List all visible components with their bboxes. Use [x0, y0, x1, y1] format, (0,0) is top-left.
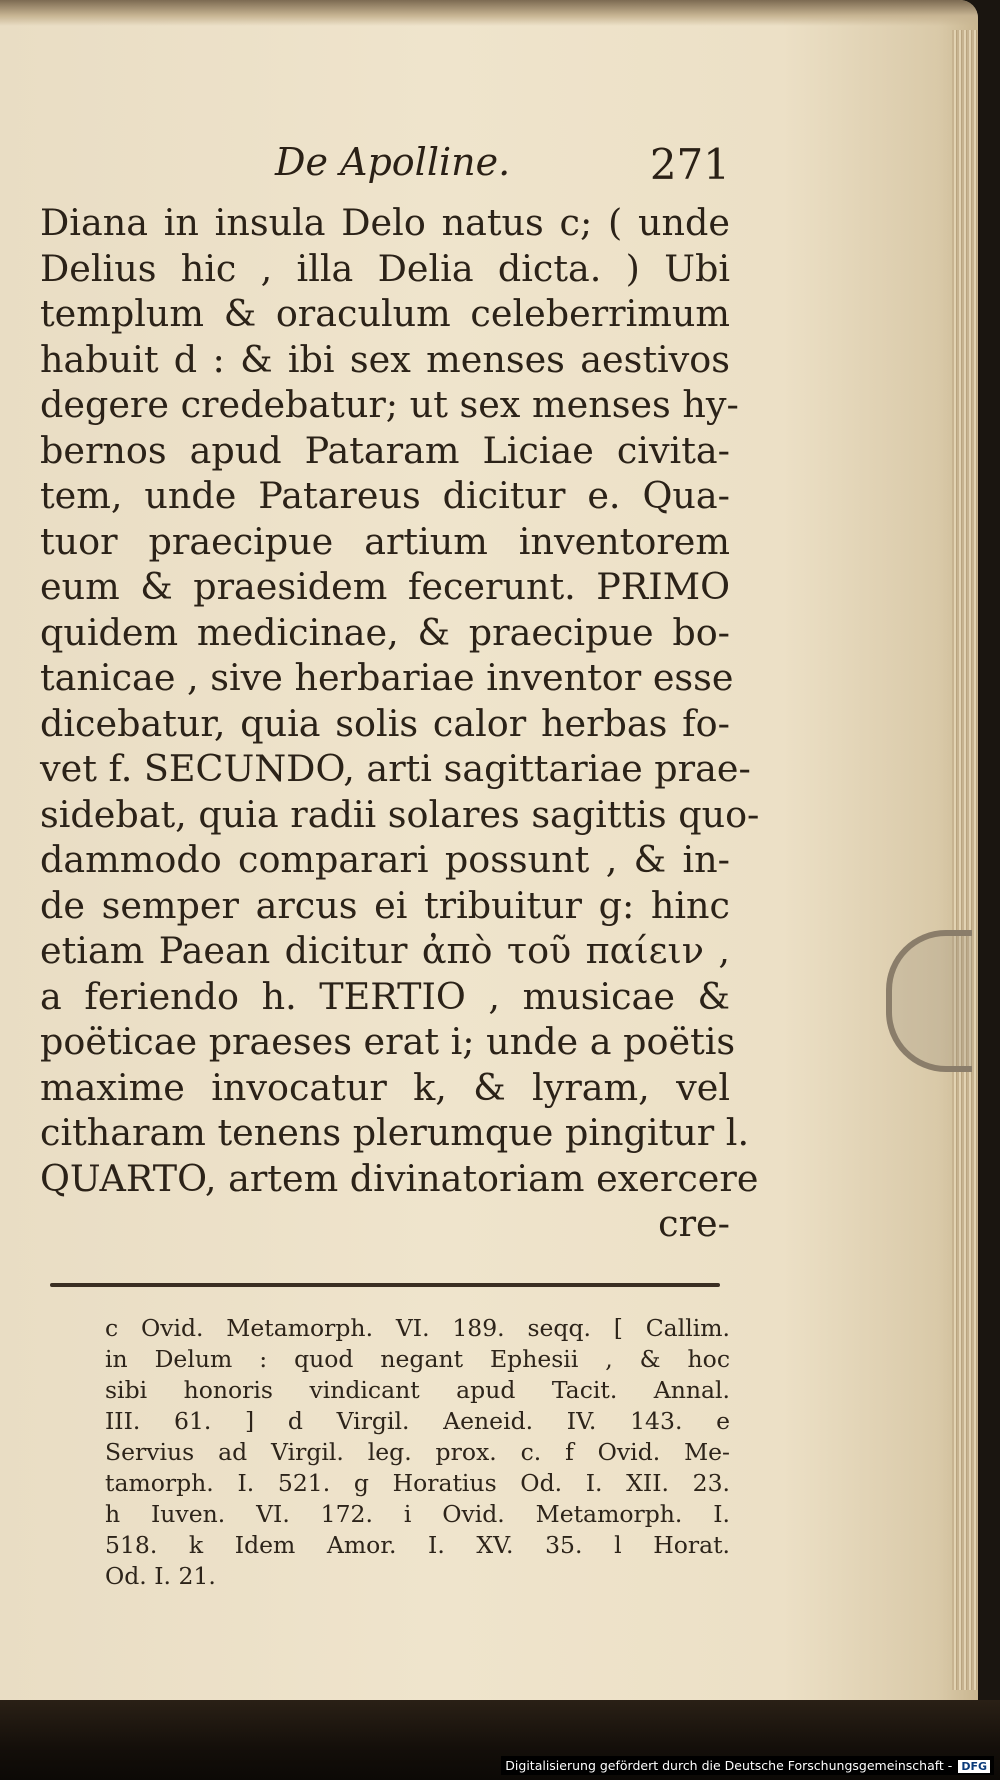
text-line: tem, unde Patareus dicitur e. Qua- [40, 474, 730, 517]
footnote-line: in Delum : quod negant Ephesii , & hoc [105, 1345, 730, 1373]
footnotes [105, 1313, 730, 1592]
text-line: tanicae , sive herbariae inventor esse [40, 656, 734, 699]
credit-text: Digitalisierung gefördert durch die Deutsche Forschungsgemeinschaft - [505, 1758, 953, 1773]
book-clip [886, 930, 972, 1072]
text-line: a feriendo h. TERTIO , musicae & [40, 974, 730, 1018]
footnote-line: Servius ad Virgil. leg. prox. c. f Ovid. Me- [105, 1438, 730, 1466]
text-line: etiam Paean dicitur ἀπὸ τοῦ παίειν , [40, 929, 730, 972]
text-line: degere credebatur; ut sex menses hy- [40, 383, 739, 426]
page-edge [952, 30, 978, 1690]
footnote-line: Od. I. 21. [105, 1562, 216, 1590]
text-line: maxime invocatur k, & lyram, vel [40, 1065, 730, 1109]
text-line: QUARTO, artem divinatoriam exercere [40, 1156, 759, 1200]
catchword: cre- [658, 1202, 730, 1245]
text-line: templum & oraculum celeberrimum [40, 292, 730, 335]
digitization-credit [501, 1756, 994, 1775]
text-line: citharam tenens plerumque pingitur l. [40, 1111, 750, 1154]
text-line: eum & praesidem fecerunt. PRIMO [40, 565, 730, 608]
footnote-line: h Iuven. VI. 172. i Ovid. Metamorph. I. [105, 1500, 730, 1528]
text-line: habuit d : & ibi sex menses aestivos [40, 337, 730, 381]
running-title: De Apolline. [275, 140, 511, 184]
text-line: bernos apud Pataram Liciae civita- [40, 428, 730, 472]
dfg-logo: DFG [958, 1760, 990, 1773]
text-line: Delius hic , illa Delia dicta. ) Ubi [40, 246, 730, 290]
main-text [40, 200, 760, 1247]
text-line: dammodo comparari possunt , & in- [40, 838, 730, 881]
text-line: vet f. SECUNDO, arti sagittariae prae- [40, 747, 751, 790]
footnote-line: III. 61. ] d Virgil. Aeneid. IV. 143. e [105, 1407, 730, 1435]
footnote-line: sibi honoris vindicant apud Tacit. Annal. [105, 1376, 730, 1404]
text-line: de semper arcus ei tribuitur g: hinc [40, 883, 730, 927]
text-line: quidem medicinae, & praecipue bo- [40, 610, 730, 654]
text-line: tuor praecipue artium inventorem [40, 519, 730, 563]
footnote-rule [50, 1283, 720, 1287]
footnote-line: c Ovid. Metamorph. VI. 189. seqq. [ Callim. [105, 1314, 730, 1342]
footnote-line: 518. k Idem Amor. I. XV. 35. l Horat. [105, 1531, 730, 1559]
text-line: sidebat, quia radii solares sagittis quo- [40, 792, 760, 836]
text-line: dicebatur, quia solis calor herbas fo- [40, 701, 730, 745]
text-line: poëticae praeses erat i; unde a poëtis [40, 1020, 736, 1063]
footnote-line: tamorph. I. 521. g Horatius Od. I. XII. 23. [105, 1469, 730, 1497]
text-line: Diana in insula Delo natus c; ( unde [40, 201, 730, 244]
page-number: 271 [649, 140, 730, 189]
